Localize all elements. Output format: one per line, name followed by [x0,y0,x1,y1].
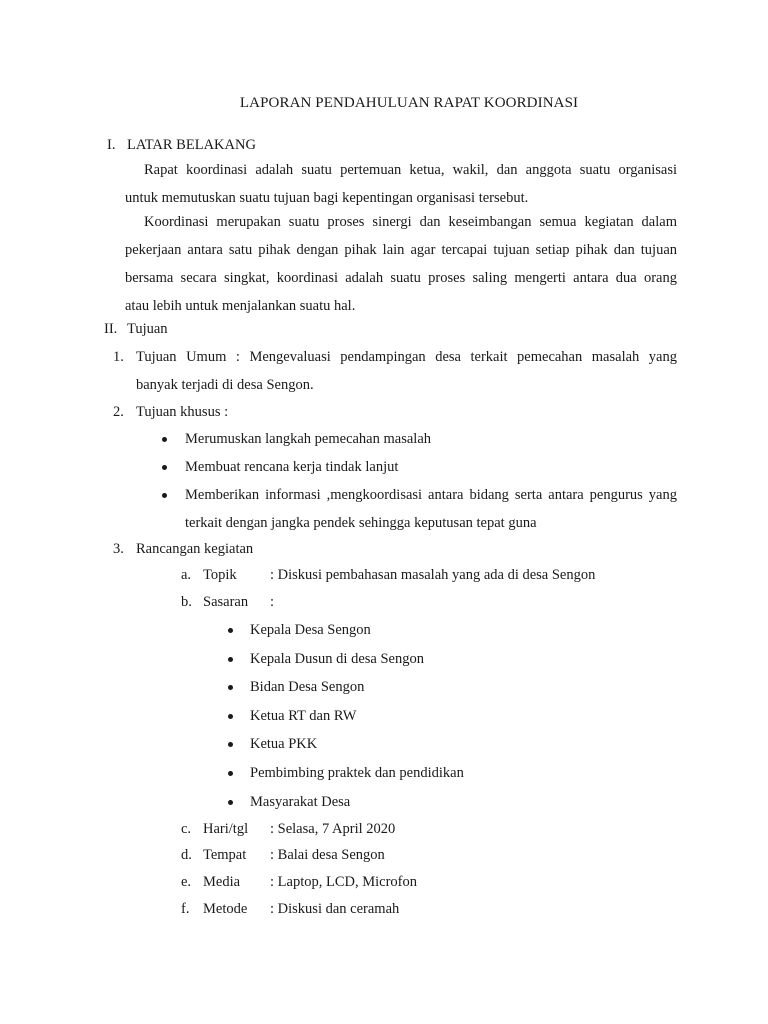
sublist-letter: b. [181,594,192,610]
paragraph-line: Tujuan Umum : Mengevaluasi pendampingan desa terkait pemecahan masalah yang [136,349,677,365]
sasaran-item: Ketua RT dan RW [250,708,357,724]
bullet-icon [225,616,235,644]
media-label: Media [203,874,241,890]
sasaran-item: Masyarakat Desa [250,794,351,810]
bullet-icon [225,702,235,730]
metode-label: Metode [203,901,248,917]
sublist-letter: c. [181,821,192,837]
bullet-icon [225,673,235,701]
bullet-icon [159,481,169,509]
topik-value: : Diskusi pembahasan masalah yang ada di desa Sengon [270,567,596,583]
topik-label: Topik [203,567,237,583]
list-item [185,481,677,537]
sasaran-label: Sasaran [203,594,249,610]
media-value: : Laptop, LCD, Microfon [270,874,417,890]
sasaran-value: : [270,594,275,610]
section-1-heading: LATAR BELAKANG [127,137,256,153]
list-item: Membuat rencana kerja tindak lanjut [185,459,399,475]
sublist-letter: a. [181,567,192,583]
section-2-number: II. [104,321,118,337]
sublist-letter: e. [181,874,192,890]
section-1-paragraph-2 [125,208,677,320]
sasaran-item: Pembimbing praktek dan pendidikan [250,765,464,781]
sasaran-item: Kepala Desa Sengon [250,622,371,638]
list-number-3: 3. [113,541,124,557]
paragraph-line: Koordinasi merupakan suatu proses sinergi dan keseimbangan semua kegiatan dalam [144,214,677,230]
rancangan-kegiatan-label: Rancangan kegiatan [136,541,254,557]
hari-tgl-label: Hari/tgl [203,821,249,837]
paragraph-line: banyak terjadi di desa Sengon. [136,377,314,393]
metode-value: : Diskusi dan ceramah [270,901,400,917]
paragraph-line: pekerjaan antara satu pihak dengan pihak lain agar tercapai tujuan setiap pihak dan tujuan [125,242,677,258]
sasaran-item: Ketua PKK [250,736,318,752]
sublist-letter: d. [181,847,192,863]
tempat-label: Tempat [203,847,247,863]
tempat-value: : Balai desa Sengon [270,847,385,863]
sasaran-item: Bidan Desa Sengon [250,679,365,695]
sublist-letter: f. [181,901,190,917]
section-1-paragraph-1 [125,156,677,212]
tujuan-khusus-label: Tujuan khusus : [136,404,229,420]
hari-tgl-value: : Selasa, 7 April 2020 [270,821,396,837]
paragraph-line: Rapat koordinasi adalah suatu pertemuan ketua, wakil, dan anggota suatu organisasi [144,162,677,178]
document-title: LAPORAN PENDAHULUAN RAPAT KOORDINASI [239,95,579,111]
tujuan-umum [136,343,677,399]
paragraph-line: Memberikan informasi ,mengkoordisasi antara bidang serta antara pengurus yang [185,487,677,503]
paragraph-line: bersama secara singkat, koordinasi adalah suatu proses saling mengerti antara dua orang [125,270,677,286]
section-2-heading: Tujuan [127,321,168,337]
bullet-icon [225,759,235,787]
bullet-icon [225,730,235,758]
section-1-number: I. [107,137,116,153]
bullet-icon [159,425,169,453]
list-item: Merumuskan langkah pemecahan masalah [185,431,432,447]
paragraph-line: terkait dengan jangka pendek sehingga keputusan tepat guna [185,515,537,531]
sasaran-item: Kepala Dusun di desa Sengon [250,651,424,667]
list-number-2: 2. [113,404,124,420]
bullet-icon [225,645,235,673]
bullet-icon [159,453,169,481]
bullet-icon [225,788,235,816]
list-number-1: 1. [113,349,124,365]
paragraph-line: untuk memutuskan suatu tujuan bagi kepentingan organisasi tersebut. [125,190,529,206]
paragraph-line: atau lebih untuk menjalankan suatu hal. [125,298,356,314]
